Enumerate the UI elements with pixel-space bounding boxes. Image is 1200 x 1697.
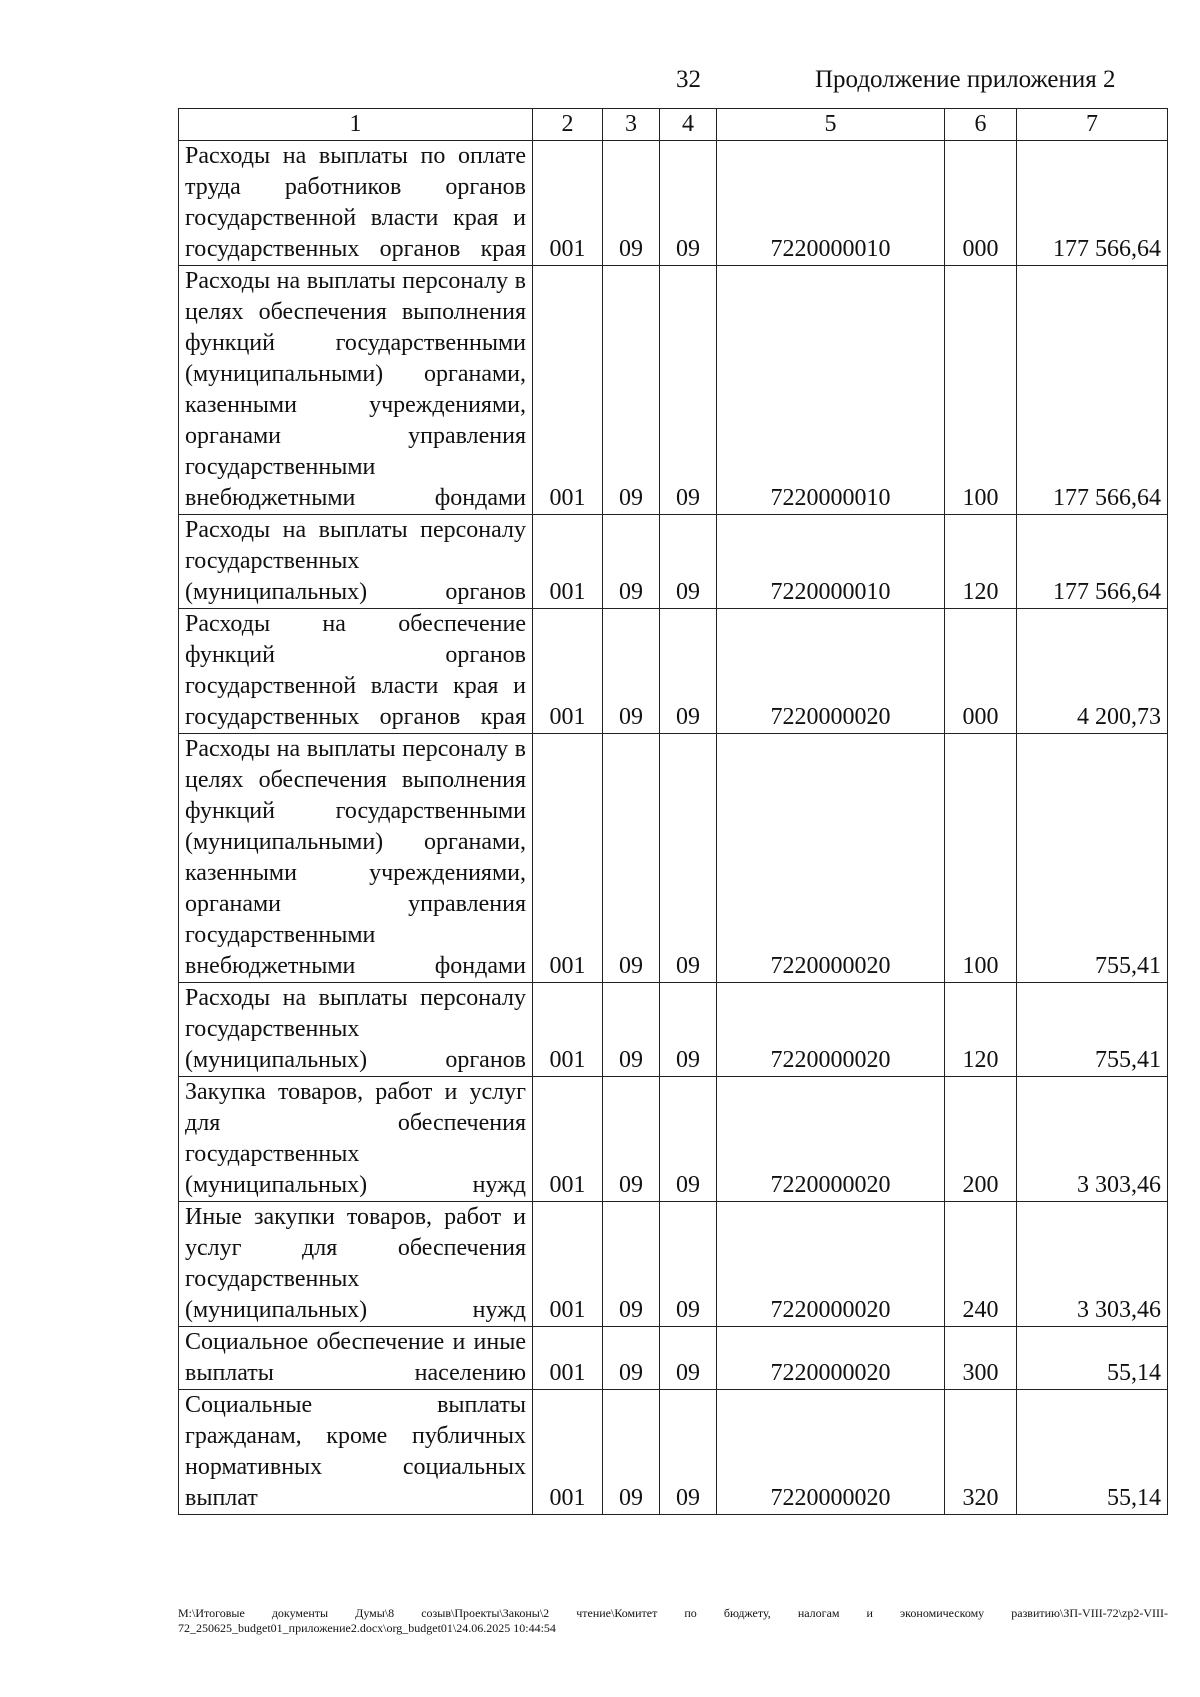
table-row [179,141,1168,266]
code-target-article: 7220000020 [717,609,945,734]
table-row [179,734,1168,983]
amount: 4 200,73 [1017,609,1168,734]
code-subsection: 09 [660,1202,717,1327]
code-subsection: 09 [660,515,717,609]
code-section: 09 [603,515,660,609]
code-subsection: 09 [660,266,717,515]
code-section: 09 [603,1077,660,1202]
code-ministry: 001 [533,1327,603,1390]
amount: 3 303,46 [1017,1077,1168,1202]
row-description: Расходы на выплаты персоналу государственных (муниципальных) органов [179,983,533,1077]
code-expense-type: 320 [945,1390,1017,1515]
code-ministry: 001 [533,734,603,983]
code-expense-type: 200 [945,1077,1017,1202]
amount: 177 566,64 [1017,515,1168,609]
row-description: Расходы на выплаты персоналу в целях обеспечения выполнения функций государственными (муниципальными) органами, казенными учреждениями, органами управления государственными внебюджетными фондами [179,734,533,983]
header-row [179,109,1168,141]
code-ministry: 001 [533,1202,603,1327]
code-subsection: 09 [660,1390,717,1515]
code-ministry: 001 [533,266,603,515]
amount: 55,14 [1017,1390,1168,1515]
code-section: 09 [603,1390,660,1515]
column-header: 7 [1017,109,1168,141]
amount: 177 566,64 [1017,141,1168,266]
code-target-article: 7220000020 [717,1390,945,1515]
table-row [179,1327,1168,1390]
code-target-article: 7220000020 [717,1077,945,1202]
code-target-article: 7220000010 [717,515,945,609]
code-target-article: 7220000010 [717,141,945,266]
code-ministry: 001 [533,141,603,266]
code-expense-type: 120 [945,983,1017,1077]
column-header: 3 [603,109,660,141]
amount: 177 566,64 [1017,266,1168,515]
code-ministry: 001 [533,983,603,1077]
code-subsection: 09 [660,1077,717,1202]
code-section: 09 [603,141,660,266]
code-section: 09 [603,1327,660,1390]
code-subsection: 09 [660,983,717,1077]
amount: 755,41 [1017,983,1168,1077]
amount: 55,14 [1017,1327,1168,1390]
row-description: Расходы на выплаты персоналу государственных (муниципальных) органов [179,515,533,609]
code-ministry: 001 [533,1390,603,1515]
code-expense-type: 240 [945,1202,1017,1327]
code-ministry: 001 [533,515,603,609]
continuation-label: Продолжение приложения 2 [815,66,1116,93]
code-subsection: 09 [660,141,717,266]
code-subsection: 09 [660,609,717,734]
column-header: 6 [945,109,1017,141]
code-section: 09 [603,734,660,983]
file-path-footer: M:\Итоговые документы Думы\8 созыв\Проекты\Законы\2 чтение\Комитет по бюджету, налогам и экономическому развитию\ЗП-VIII-72\zp2-VIII-72_250625_budget01_приложение2.docx\org_budget01\24.06.2025 10:44:54 [178,1606,1168,1635]
column-header: 5 [717,109,945,141]
row-description: Иные закупки товаров, работ и услуг для обеспечения государственных (муниципальных) нужд [179,1202,533,1327]
code-expense-type: 120 [945,515,1017,609]
row-description: Закупка товаров, работ и услуг для обеспечения государственных (муниципальных) нужд [179,1077,533,1202]
code-target-article: 7220000010 [717,266,945,515]
table-row [179,983,1168,1077]
code-subsection: 09 [660,1327,717,1390]
code-subsection: 09 [660,734,717,983]
column-header: 2 [533,109,603,141]
column-header: 4 [660,109,717,141]
code-expense-type: 100 [945,734,1017,983]
code-target-article: 7220000020 [717,983,945,1077]
page-number: 32 [676,66,701,93]
code-section: 09 [603,1202,660,1327]
amount: 3 303,46 [1017,1202,1168,1327]
table-row [179,1202,1168,1327]
code-expense-type: 100 [945,266,1017,515]
code-ministry: 001 [533,609,603,734]
row-description: Расходы на выплаты по оплате труда работников органов государственной власти края и государственных органов края [179,141,533,266]
code-target-article: 7220000020 [717,734,945,983]
code-target-article: 7220000020 [717,1202,945,1327]
code-section: 09 [603,266,660,515]
code-section: 09 [603,609,660,734]
amount: 755,41 [1017,734,1168,983]
table-row [179,1077,1168,1202]
code-expense-type: 300 [945,1327,1017,1390]
code-expense-type: 000 [945,609,1017,734]
row-description: Расходы на выплаты персоналу в целях обеспечения выполнения функций государственными (муниципальными) органами, казенными учреждениями, органами управления государственными внебюджетными фондами [179,266,533,515]
table-row [179,609,1168,734]
code-ministry: 001 [533,1077,603,1202]
code-expense-type: 000 [945,141,1017,266]
table-row [179,515,1168,609]
row-description: Расходы на обеспечение функций органов государственной власти края и государственных органов края [179,609,533,734]
table-row [179,266,1168,515]
budget-table [178,108,1168,1515]
code-target-article: 7220000020 [717,1327,945,1390]
row-description: Социальные выплаты гражданам, кроме публичных нормативных социальных выплат [179,1390,533,1515]
table-row [179,1390,1168,1515]
column-header: 1 [179,109,533,141]
row-description: Социальное обеспечение и иные выплаты населению [179,1327,533,1390]
code-section: 09 [603,983,660,1077]
